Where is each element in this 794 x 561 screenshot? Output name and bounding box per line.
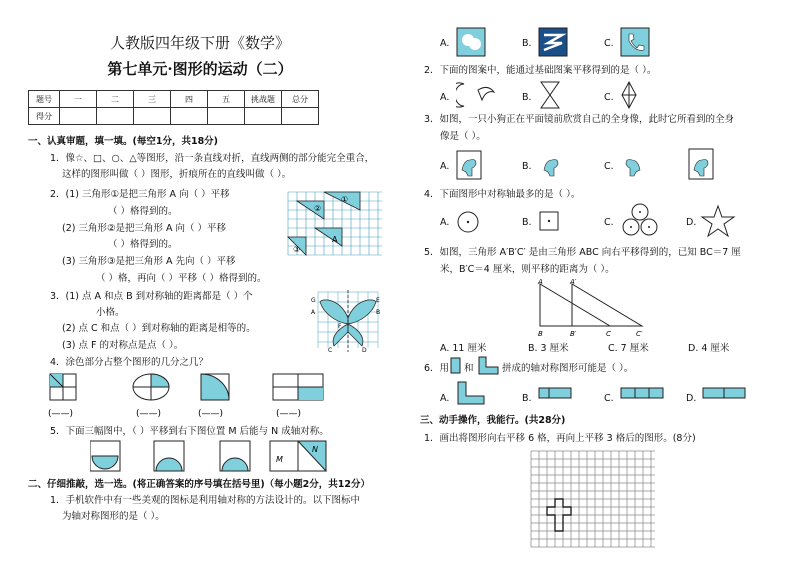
dog-mirror-reference xyxy=(688,148,714,180)
q5-label-a-prime: A′ xyxy=(570,278,577,286)
diamond-option[interactable] xyxy=(620,80,638,110)
grid-label: ② xyxy=(314,204,322,213)
book-title: 人教版四年级下册《数学》 xyxy=(109,34,290,52)
icon-option-a[interactable] xyxy=(456,27,486,57)
svg-text:(——): (——) xyxy=(48,409,74,419)
dog-mirror-option-b[interactable] xyxy=(538,150,564,180)
q5-label-c: C xyxy=(606,330,611,338)
s2-q6-part1: 6．用 xyxy=(424,363,450,374)
score-header-cell: 五 xyxy=(208,91,245,108)
s1-q3-line1: 3．(1) 点 A 和点 B 到对称轴的距离都是（ ）个 xyxy=(50,291,253,302)
score-header-cell: 二 xyxy=(97,91,134,108)
point-label: E xyxy=(376,297,380,304)
s2-q3-opt-a: A. xyxy=(440,161,450,172)
s2-q2-opt-a: A. xyxy=(440,92,450,103)
score-table xyxy=(28,90,319,125)
fraction-ellipse xyxy=(133,374,169,400)
s2-q4-opt-a: A. xyxy=(440,217,450,228)
circle-option[interactable] xyxy=(456,210,480,234)
point-label: C xyxy=(328,347,333,354)
score-header-cell: 挑战题 xyxy=(245,91,282,108)
s2-q5-opt-a[interactable]: A. 11 厘米 xyxy=(440,343,487,354)
score-row-label: 得分 xyxy=(29,108,60,125)
s1-q3-line3: (2) 点 C 和点（ ）到对称轴的距离是相等的。 xyxy=(62,323,256,334)
translation-grid-figure xyxy=(286,190,384,260)
s2-q6-opt-a: A. xyxy=(440,393,450,404)
s2-q5-opt-c[interactable]: C. 7 厘米 xyxy=(608,343,649,354)
s2-q5-line1: 5．如图，三角形 A′B′C′ 是由三角形 ABC 向右平移得到的，已知 BC＝7 厘 xyxy=(424,247,741,258)
s2-q3-opt-c: C. xyxy=(604,161,614,172)
s1-q2-line4: （ ）格得到的。 xyxy=(108,239,178,250)
s2-q5-line2: 米，B′C＝4 厘米，则平移的距离为（ ）。 xyxy=(440,264,615,275)
grid-label: ① xyxy=(341,195,349,204)
score-header-cell: 一 xyxy=(60,91,97,108)
phone-icon[interactable] xyxy=(620,27,650,57)
s2-q3-opt-b: B. xyxy=(522,161,532,172)
fraction-rect xyxy=(273,374,323,400)
score-header-cell: 总分 xyxy=(282,91,319,108)
s2-q4-opt-b: B. xyxy=(522,217,532,228)
mn-target-figure xyxy=(270,441,326,471)
q5-label-b: B xyxy=(538,330,543,338)
shape-option-b[interactable] xyxy=(538,386,572,400)
score-input-cell[interactable] xyxy=(134,108,171,125)
s1-q3-line2: 小格。 xyxy=(96,307,125,318)
s2-q1-opt-c: C. xyxy=(604,38,614,49)
m-label: M xyxy=(276,455,283,464)
s1-q2-line6: （ ）格，再向（ ）平移（ ）格得到的。 xyxy=(96,273,267,284)
hourglass-option[interactable] xyxy=(538,80,562,110)
dog-mirror-option-a[interactable] xyxy=(456,150,482,180)
score-input-cell[interactable] xyxy=(97,108,134,125)
s1-q1-line1: 1．像☆、□、○、△等图形，沿一条直线对折，直线两侧的部分能完全重合， xyxy=(50,153,375,164)
fraction-figures xyxy=(48,372,328,422)
point-label: A xyxy=(311,309,316,316)
unit-title: 第七单元·图形的运动（二） xyxy=(107,60,293,78)
s2-q3-line1: 3．如图，一只小狗正在平面镜前欣赏自己的全身像，此时它所看到的全身 xyxy=(424,114,735,125)
symmetry-figure xyxy=(310,288,382,354)
option-figure-b xyxy=(154,441,184,471)
s2-q6-part3: 拼成的轴对称图形可能是（ ）。 xyxy=(502,363,634,374)
score-header-cell: 题号 xyxy=(29,91,60,108)
s2-q2: 2．下面的图案中，能通过基础图案平移得到的是（ ）。 xyxy=(424,65,657,76)
shape-option-a[interactable] xyxy=(456,380,486,406)
s2-q3-line2: 像是（ ）。 xyxy=(440,131,486,142)
score-input-cell[interactable] xyxy=(208,108,245,125)
s2-q1-line1: 1．手机软件中有一些美观的图标是利用轴对称的方法设计的。以下图标中 xyxy=(50,495,361,506)
section3-heading: 三、动手操作，我能行。(共28分) xyxy=(420,415,566,426)
point-label: G xyxy=(311,297,316,304)
svg-text:(——): (——) xyxy=(198,409,224,419)
s2-q2-opt-c: C. xyxy=(604,92,614,103)
svg-text:(——): (——) xyxy=(136,409,162,419)
star-option[interactable] xyxy=(700,204,736,238)
s1-q2-line2: （ ）格得到的。 xyxy=(108,206,178,217)
score-input-cell[interactable] xyxy=(245,108,282,125)
s1-q5: 5．下面三幅图中，（ ）平移到右下图位置 M 后能与 N 成轴对称。 xyxy=(50,426,329,437)
translation-triangles-figure xyxy=(530,278,650,340)
shape-option-d[interactable] xyxy=(702,386,746,400)
s2-q4-opt-c: C. xyxy=(604,217,614,228)
score-header-cell: 三 xyxy=(134,91,171,108)
s2-q2-opt-b: B. xyxy=(522,92,532,103)
s2-q4: 4．下面图形中对称轴最多的是（ ）。 xyxy=(424,189,581,200)
s2-q5-opt-d[interactable]: D. 4 厘米 xyxy=(688,343,730,354)
drawing-grid[interactable] xyxy=(530,450,656,552)
dog-mirror-option-c[interactable] xyxy=(620,150,646,180)
score-input-cell[interactable] xyxy=(171,108,208,125)
s1-q3-line4: (3) 点 F 的对称点是点（ ）。 xyxy=(62,340,184,351)
s1-q2-line1: 2．(1) 三角形①是把三角形 A 向（ ）平移 xyxy=(50,189,230,200)
three-circles-option[interactable] xyxy=(620,202,660,238)
svg-text:(——): (——) xyxy=(276,409,302,419)
point-label: F xyxy=(338,323,342,330)
section2-heading: 二、仔细推敲，选一选。(将正确答案的序号填在括号里)（每小题2分，共12分） xyxy=(28,479,371,490)
square-option[interactable] xyxy=(538,210,560,232)
s2-q1-line2: 为轴对称图形的是（ ）。 xyxy=(62,511,165,522)
icon-option-b[interactable] xyxy=(538,27,568,57)
s2-q6-opt-d: D. xyxy=(686,393,697,404)
q5-label-b-prime: B′ xyxy=(570,330,577,338)
s2-q1-opt-a: A. xyxy=(440,38,450,49)
option-figure-a xyxy=(90,441,120,471)
s3-q1: 1．画出将图形向右平移 6 格，再向上平移 3 格后的图形。(8分) xyxy=(424,433,696,444)
q5-label-c-prime: C′ xyxy=(636,330,643,338)
s1-q4: 4．涂色部分占整个图形的几分之几？ xyxy=(50,357,209,368)
s2-q6-opt-b: B. xyxy=(522,393,532,404)
point-label: D xyxy=(362,347,367,354)
grid-label: ③ xyxy=(293,245,301,254)
q5-label-a: A xyxy=(538,278,543,286)
s2-q6-opt-c: C. xyxy=(604,393,614,404)
n-label: N xyxy=(312,445,318,454)
s2-q1-opt-b: B. xyxy=(522,38,532,49)
s2-q5-opt-b[interactable]: B. 3 厘米 xyxy=(528,343,569,354)
score-header-cell: 四 xyxy=(171,91,208,108)
section1-heading: 一、认真审题，填一填。(每空1分，共18分) xyxy=(28,136,219,147)
score-input-cell[interactable] xyxy=(60,108,97,125)
shape-option-c[interactable] xyxy=(620,386,664,400)
score-input-cell[interactable] xyxy=(282,108,319,125)
grid-label: A xyxy=(332,235,338,244)
s1-q2-line3: (2) 三角形②是把三角形 A 向（ ）平移 xyxy=(62,223,227,234)
piece-b-icon xyxy=(478,356,500,376)
s2-q6-part2: 和 xyxy=(464,363,474,374)
moon-pattern-option[interactable] xyxy=(456,80,496,110)
s1-q1-line2: 这样的图形叫做（ ）图形，折痕所在的直线叫做（ ）。 xyxy=(62,169,292,180)
piece-a-icon xyxy=(450,357,462,375)
point-label: B xyxy=(376,309,381,316)
s2-q4-opt-d: D. xyxy=(686,217,697,228)
fraction-square-1 xyxy=(50,374,76,400)
mn-figures xyxy=(90,440,330,474)
option-figure-c xyxy=(220,441,250,471)
s1-q2-line5: (3) 三角形③是把三角形 A 先向（ ）平移 xyxy=(62,256,236,267)
fraction-quarter-circle xyxy=(201,374,229,400)
